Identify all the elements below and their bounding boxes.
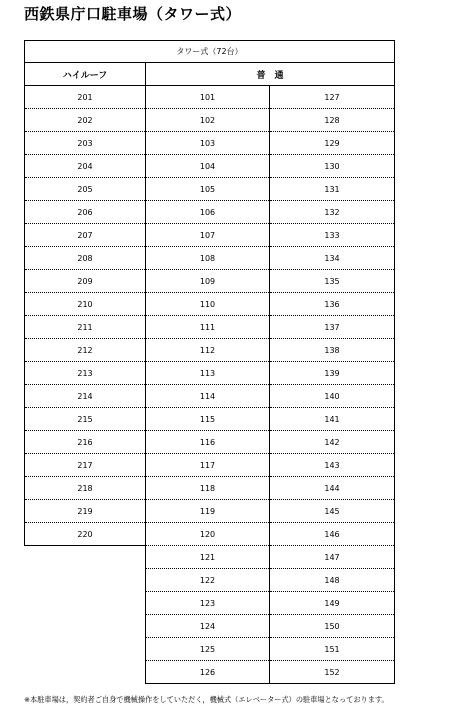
cell-normal-left: 126 — [146, 661, 270, 684]
parking-table — [24, 40, 395, 684]
cell-highroof: 217 — [25, 454, 146, 477]
cell-normal-right: 135 — [270, 270, 395, 293]
footnote: ※本駐車場は，契約者ご自身で機械操作をしていただく，機械式（エレベーター式）の駐車場となっております。 — [24, 695, 389, 704]
cell-normal-right: 134 — [270, 247, 395, 270]
cell-normal-left: 103 — [146, 132, 270, 155]
table-row — [25, 523, 395, 546]
cell-normal-left: 113 — [146, 362, 270, 385]
cell-empty — [25, 592, 146, 615]
cell-highroof: 213 — [25, 362, 146, 385]
cell-highroof: 207 — [25, 224, 146, 247]
cell-normal-left: 109 — [146, 270, 270, 293]
cell-normal-right: 152 — [270, 661, 395, 684]
cell-highroof: 219 — [25, 500, 146, 523]
cell-empty — [25, 615, 146, 638]
cell-normal-right: 142 — [270, 431, 395, 454]
cell-highroof: 218 — [25, 477, 146, 500]
cell-normal-right: 130 — [270, 155, 395, 178]
cell-normal-left: 108 — [146, 247, 270, 270]
cell-highroof: 212 — [25, 339, 146, 362]
table-row — [25, 477, 395, 500]
cell-normal-left: 105 — [146, 178, 270, 201]
cell-normal-right: 145 — [270, 500, 395, 523]
cell-highroof: 201 — [25, 86, 146, 109]
cell-empty — [25, 638, 146, 661]
header-normal: 普 通 — [146, 63, 395, 86]
table-row — [25, 569, 395, 592]
cell-normal-right: 139 — [270, 362, 395, 385]
cell-highroof: 210 — [25, 293, 146, 316]
cell-normal-right: 151 — [270, 638, 395, 661]
table-row — [25, 454, 395, 477]
cell-highroof: 208 — [25, 247, 146, 270]
cell-normal-right: 137 — [270, 316, 395, 339]
cell-normal-left: 114 — [146, 385, 270, 408]
cell-normal-right: 131 — [270, 178, 395, 201]
cell-normal-left: 115 — [146, 408, 270, 431]
cell-normal-left: 102 — [146, 109, 270, 132]
cell-highroof: 209 — [25, 270, 146, 293]
table-caption-row — [25, 41, 395, 63]
table-row — [25, 224, 395, 247]
cell-normal-right: 147 — [270, 546, 395, 569]
cell-normal-right: 128 — [270, 109, 395, 132]
table-row — [25, 362, 395, 385]
cell-highroof: 214 — [25, 385, 146, 408]
table-row — [25, 316, 395, 339]
cell-highroof: 216 — [25, 431, 146, 454]
cell-normal-left: 123 — [146, 592, 270, 615]
cell-highroof: 203 — [25, 132, 146, 155]
table-row — [25, 500, 395, 523]
table-row — [25, 247, 395, 270]
cell-normal-left: 106 — [146, 201, 270, 224]
cell-highroof: 202 — [25, 109, 146, 132]
cell-normal-right: 132 — [270, 201, 395, 224]
cell-normal-left: 125 — [146, 638, 270, 661]
table-row — [25, 385, 395, 408]
cell-normal-left: 111 — [146, 316, 270, 339]
header-highroof: ハイルーフ — [25, 63, 146, 86]
cell-normal-right: 133 — [270, 224, 395, 247]
cell-normal-left: 119 — [146, 500, 270, 523]
cell-normal-right: 127 — [270, 86, 395, 109]
table-row — [25, 293, 395, 316]
cell-highroof: 211 — [25, 316, 146, 339]
cell-normal-right: 138 — [270, 339, 395, 362]
cell-normal-right: 148 — [270, 569, 395, 592]
cell-highroof: 215 — [25, 408, 146, 431]
cell-empty — [25, 546, 146, 569]
cell-normal-right: 129 — [270, 132, 395, 155]
cell-highroof: 220 — [25, 523, 146, 546]
table-row — [25, 270, 395, 293]
table-header-row — [25, 63, 395, 86]
cell-normal-right: 141 — [270, 408, 395, 431]
cell-normal-left: 112 — [146, 339, 270, 362]
cell-normal-left: 116 — [146, 431, 270, 454]
cell-normal-right: 146 — [270, 523, 395, 546]
table-row — [25, 638, 395, 661]
table-row — [25, 546, 395, 569]
cell-highroof: 205 — [25, 178, 146, 201]
table-row — [25, 178, 395, 201]
cell-normal-right: 144 — [270, 477, 395, 500]
cell-normal-left: 121 — [146, 546, 270, 569]
cell-normal-right: 150 — [270, 615, 395, 638]
table-caption: タワー式（72台） — [25, 41, 395, 63]
cell-highroof: 206 — [25, 201, 146, 224]
table-row — [25, 431, 395, 454]
table-row — [25, 339, 395, 362]
cell-normal-right: 149 — [270, 592, 395, 615]
page-title: 西鉄県庁口駐車場（タワー式） — [24, 5, 242, 23]
table-row — [25, 661, 395, 684]
table-row — [25, 615, 395, 638]
table-row — [25, 132, 395, 155]
table-row — [25, 155, 395, 178]
cell-normal-left: 101 — [146, 86, 270, 109]
table-row — [25, 86, 395, 109]
cell-normal-left: 122 — [146, 569, 270, 592]
cell-normal-right: 136 — [270, 293, 395, 316]
table-row — [25, 408, 395, 431]
table-row — [25, 592, 395, 615]
table-row — [25, 201, 395, 224]
cell-empty — [25, 569, 146, 592]
cell-normal-left: 104 — [146, 155, 270, 178]
cell-normal-left: 107 — [146, 224, 270, 247]
cell-normal-right: 143 — [270, 454, 395, 477]
cell-highroof: 204 — [25, 155, 146, 178]
cell-empty — [25, 661, 146, 684]
cell-normal-left: 110 — [146, 293, 270, 316]
cell-normal-left: 118 — [146, 477, 270, 500]
cell-normal-left: 120 — [146, 523, 270, 546]
cell-normal-left: 124 — [146, 615, 270, 638]
table-row — [25, 109, 395, 132]
cell-normal-right: 140 — [270, 385, 395, 408]
cell-normal-left: 117 — [146, 454, 270, 477]
